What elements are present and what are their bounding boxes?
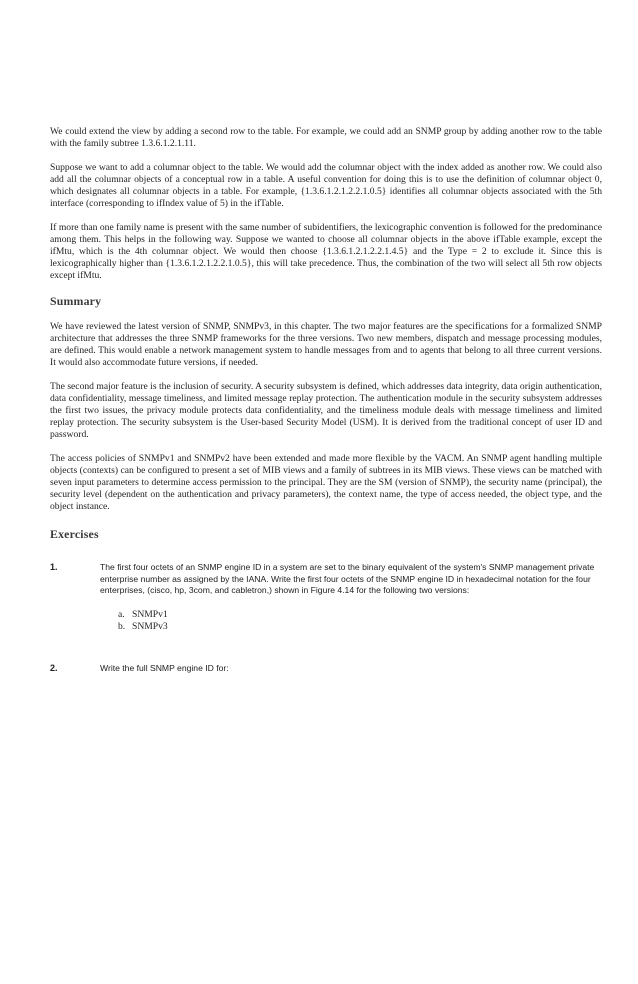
summary-heading: Summary (50, 294, 102, 308)
page-content (50, 126, 602, 674)
exercise-sub-item (118, 609, 602, 621)
paragraph-extend-view: We could extend the view by adding a second row to the table. For example, we could add an SNMP group by adding another row to the table with the family subtree 1.3.6.1.2.1.11. (50, 126, 602, 149)
exercises-heading: Exercises (50, 527, 99, 541)
sub-item-marker: b. (118, 620, 126, 632)
paragraph-lexicographic: If more than one family name is present with the same number of subidentifiers, the lexicographic convention is followed for the predominance among them. This helps in the following way. Suppose we wanted to choose all columnar objects in the above ifTable example, except the ifMtu, which is the 4th columnar object. We would then choose {1.3.6.1.2.1.2.2.1.4.5} and the Type = 2 to exclude it. Since this is lexicographically higher than {1.3.6.1.2.1.2.2.1.0.5}, this will take precedence. Thus, the combination of the two will select all 5th row objects except ifMtu. (50, 222, 602, 281)
summary-paragraph-access-policies: The access policies of SNMPv1 and SNMPv2 have been extended and made more flexible by the VACM. An SNMP agent handling multiple objects (contexts) can be configured to present a set of MIB views and a family of subtrees in its MIB views. These views can be matched with seven input parameters to determine access permission to the principal. They are the SM (version of SNMP), the security name (principal), the security level (dependent on the authentication and privacy parameters), the context name, the type of access needed, the object type, and the object instance. (50, 453, 602, 512)
exercise-question (100, 663, 602, 675)
exercise-question (100, 562, 602, 633)
paragraph-columnar-object: Suppose we want to add a columnar object to the table. We would add the columnar object with the index added as another row. We could also add all the columnar objects of a conceptual row in a table. A useful convention for doing this is to use the definition of columnar object 0, which designates all columnar objects in a table. For example, {1.3.6.1.2.1.2.2.1.0.5} identifies all columnar objects associated with the 5th interface (corresponding to ifIndex value of 5) in the ifTable. (50, 162, 602, 209)
exercise-sub-item (118, 621, 602, 633)
summary-paragraph-security: The second major feature is the inclusion of security. A security subsystem is defined, which addresses data integrity, data origin authentication, data confidentiality, message timeliness, and limited message replay protection. The authentication module in the security subsystem addresses the first two issues, the privacy module protects data confidentiality, and the timeliness module deals with message timeliness and limited replay protection. The security subsystem is the User-based Security Model (USM). It is derived from the traditional concept of user ID and password. (50, 381, 602, 440)
sub-item-text: SNMPv1 (132, 608, 168, 620)
exercise-number: 2. (50, 662, 58, 673)
exercise-item (50, 663, 602, 675)
exercise-question-text: Write the full SNMP engine ID for: (100, 662, 229, 673)
exercise-number: 1. (50, 562, 58, 572)
exercise-sub-list (118, 609, 602, 633)
exercise-question-text: The first four octets of an SNMP engine ID in a system are set to the binary equivalent of the system's SNMP management private enterprise number as assigned by the IANA. Write the first four octets of the SNMP engine ID in hexadecimal notation for the four enterprises, (cisco, hp, 3com, and cabletron,) shown in Figure 4.14 for the following two versions: (100, 562, 595, 596)
sub-item-marker: a. (118, 608, 125, 620)
summary-paragraph-architecture: We have reviewed the latest version of SNMP, SNMPv3, in this chapter. The two major features are the specifications for a formalized SNMP architecture that addresses the three SNMP frameworks for the three versions. Two new members, dispatch and message processing modules, are defined. This would enable a network management system to handle messages from and to agents that belong to all three current versions. It would also accommodate future versions, if needed. (50, 321, 602, 368)
exercise-item (50, 562, 602, 633)
sub-item-text: SNMPv3 (132, 620, 168, 632)
